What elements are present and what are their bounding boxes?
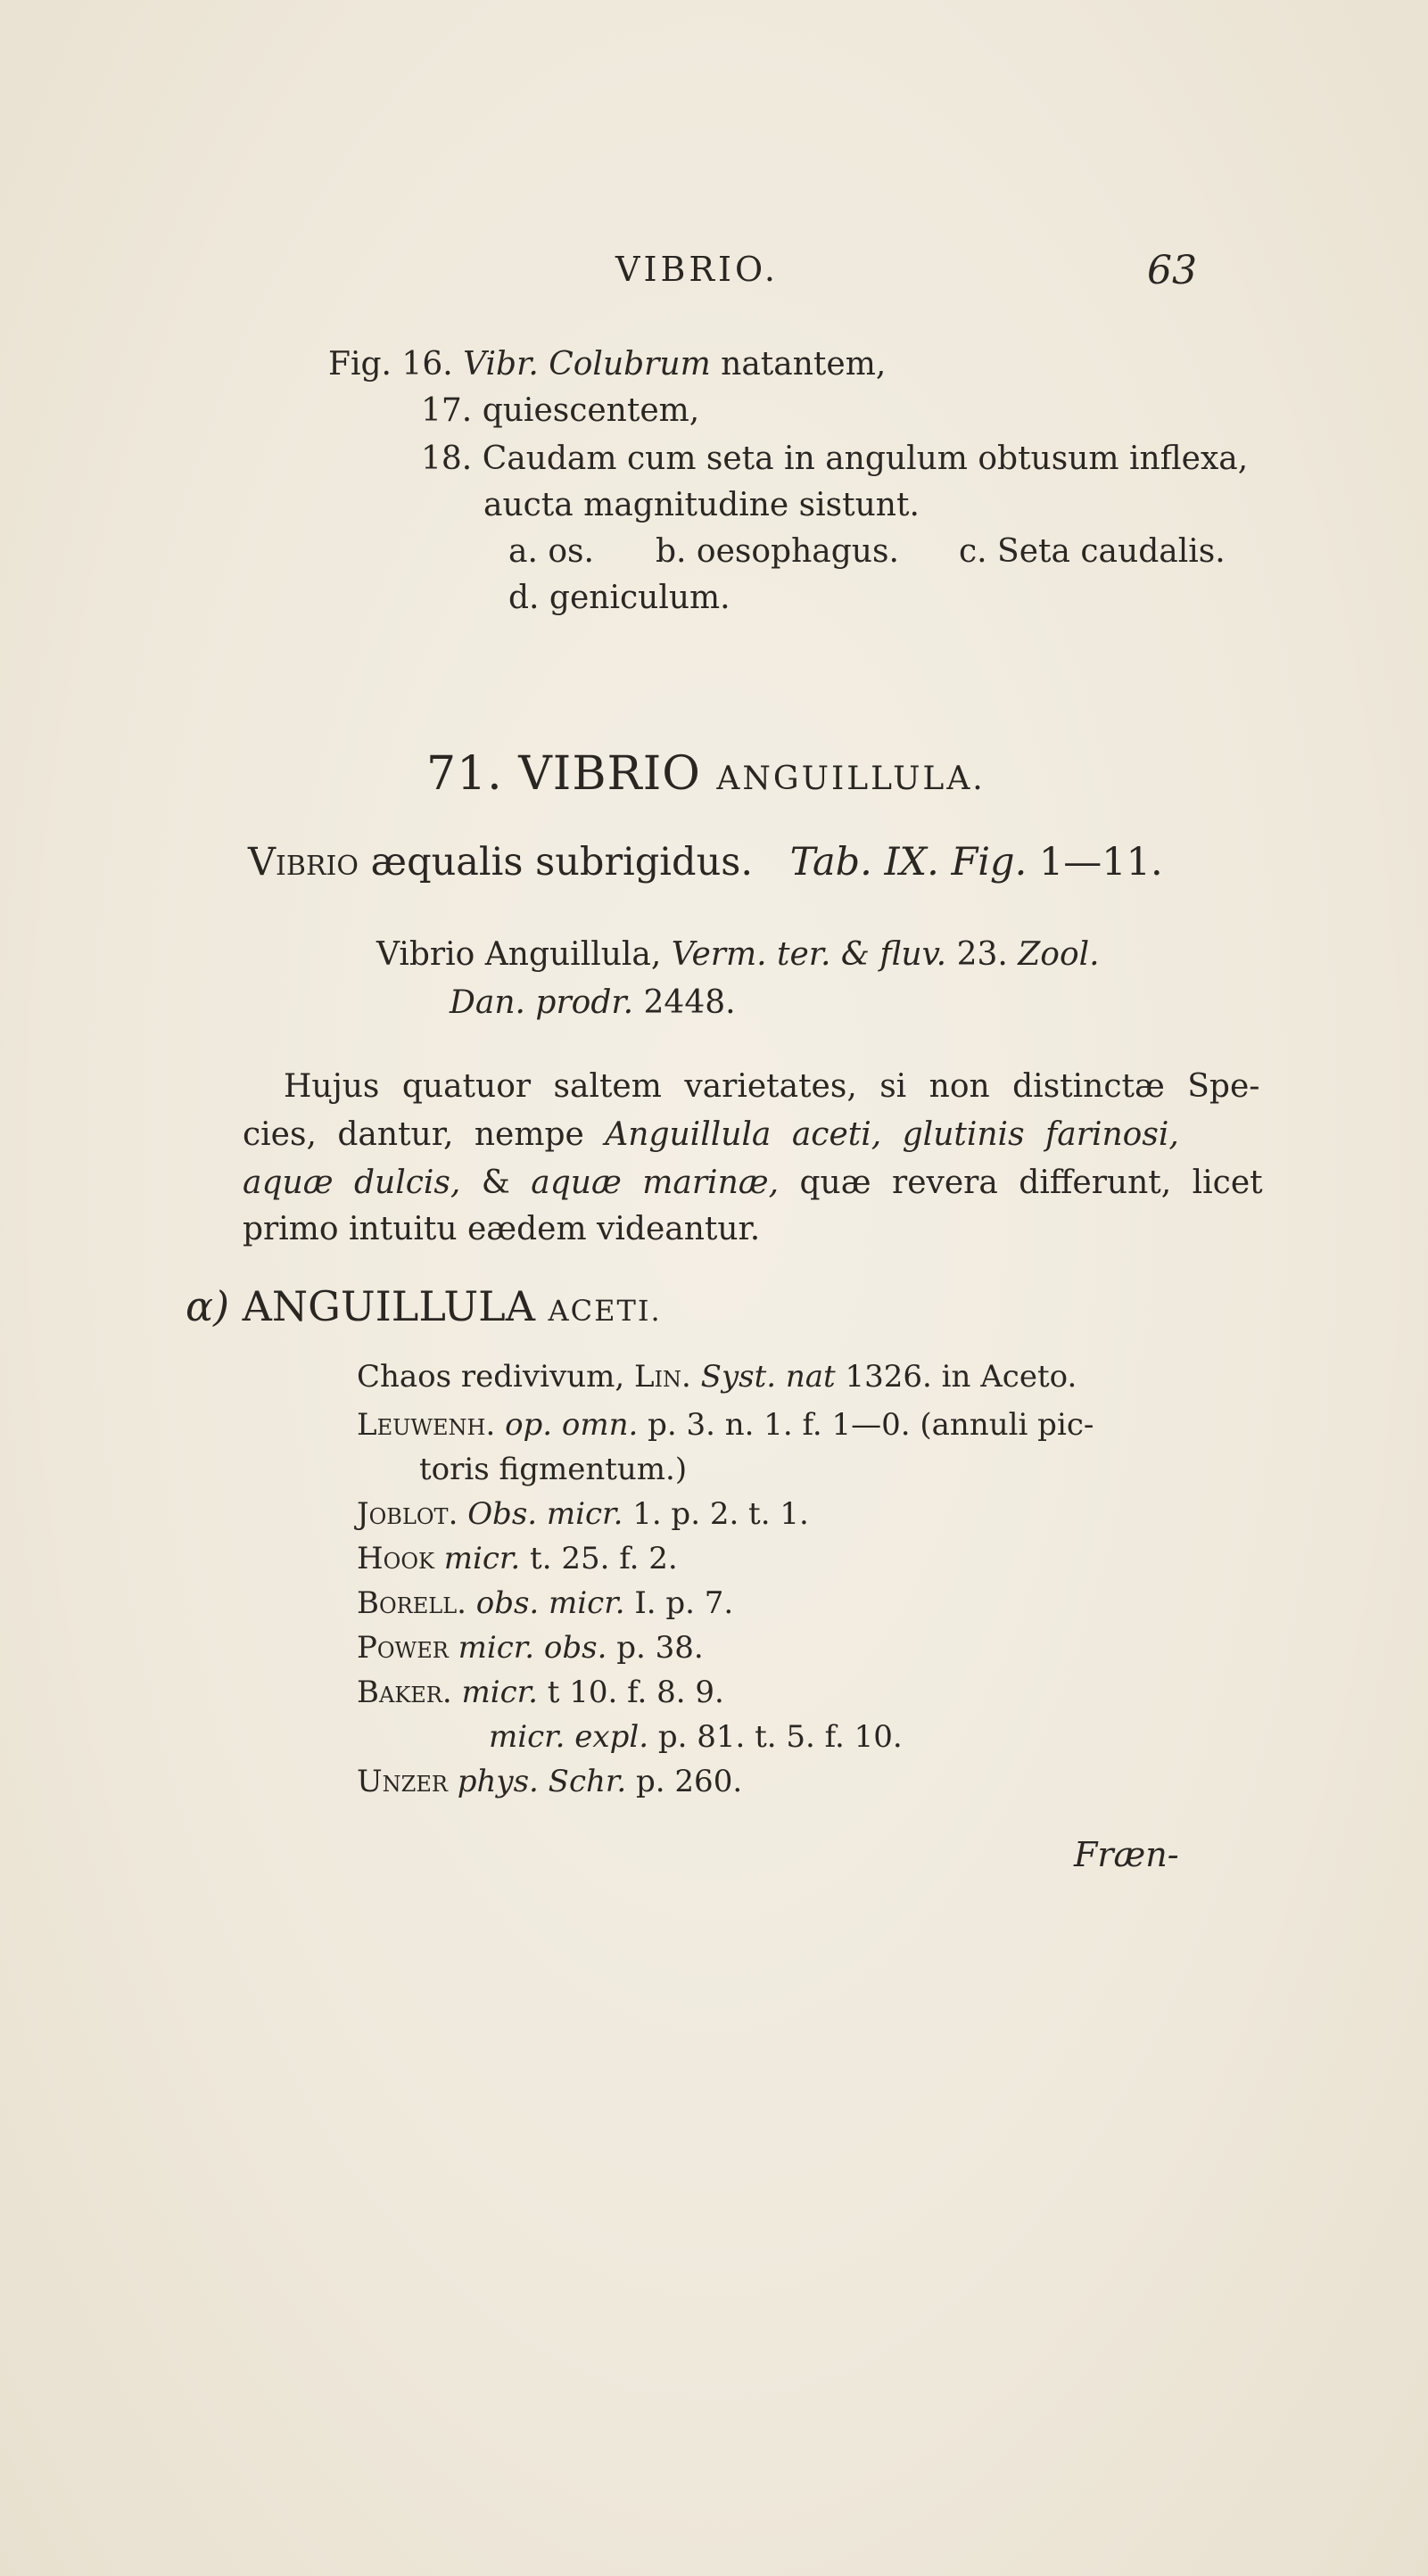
reference-line: Chaos redivivum, Lin. Syst. nat 1326. in Aceto. bbox=[357, 1359, 1077, 1395]
reference-line: micr. expl. p. 81. t. 5. f. 10. bbox=[489, 1719, 903, 1755]
figure-caption-line: Fig. 16. Vibr. Colubrum natantem, bbox=[328, 346, 887, 383]
reference-line: Power micr. obs. p. 38. bbox=[357, 1630, 704, 1666]
catchword: Fræn- bbox=[1074, 1835, 1179, 1874]
section-heading: 71. VIBRIO ANGUILLULA. bbox=[426, 747, 986, 801]
page-number: 63 bbox=[1147, 248, 1197, 293]
paragraph-line: aquæ dulcis, & aquæ marinæ, quæ revera differunt, licet bbox=[243, 1165, 1263, 1201]
reference-line: Unzer phys. Schr. p. 260. bbox=[357, 1764, 743, 1799]
paragraph-line: Hujus quatuor saltem varietates, si non distinctæ Spe- bbox=[284, 1068, 1260, 1105]
paragraph-line: cies, dantur, nempe Anguillula aceti, glutinis farinosi, bbox=[243, 1116, 1179, 1153]
figure-caption-line: aucta magnitudine sistunt. bbox=[483, 487, 920, 523]
synonym-reference: Dan. prodr. 2448. bbox=[450, 984, 736, 1021]
figure-caption-line: 17. quiescentem, bbox=[421, 392, 700, 429]
reference-line: Borell. obs. micr. I. p. 7. bbox=[357, 1585, 734, 1621]
reference-line: toris figmentum.) bbox=[419, 1452, 688, 1487]
reference-line: Hook micr. t. 25. f. 2. bbox=[357, 1541, 678, 1576]
running-head: VIBRIO. bbox=[615, 250, 780, 289]
figure-caption-line: 18. Caudam cum seta in angulum obtusum inflexa, bbox=[421, 440, 1249, 477]
reference-line: Joblot. Obs. micr. 1. p. 2. t. 1. bbox=[357, 1496, 809, 1532]
species-diagnosis: Vibrio æqualis subrigidus. Tab. IX. Fig. 1—11. bbox=[248, 840, 1163, 885]
synonym-reference: Vibrio Anguillula, Verm. ter. & fluv. 23. Zool. bbox=[376, 936, 1100, 973]
reference-line: Leuwenh. op. omn. p. 3. n. 1. f. 1—0. (annuli pic- bbox=[357, 1407, 1094, 1443]
reference-line: Baker. micr. t 10. f. 8. 9. bbox=[357, 1675, 724, 1710]
subsection-heading: α) ANGUILLULA ACETI. bbox=[186, 1282, 662, 1330]
figure-legend-row: d. geniculum. bbox=[508, 580, 731, 616]
figure-legend-row: a. os. b. oesophagus. c. Seta caudalis. bbox=[508, 533, 1226, 570]
paragraph-line: primo intuitu eædem videantur. bbox=[243, 1211, 761, 1247]
